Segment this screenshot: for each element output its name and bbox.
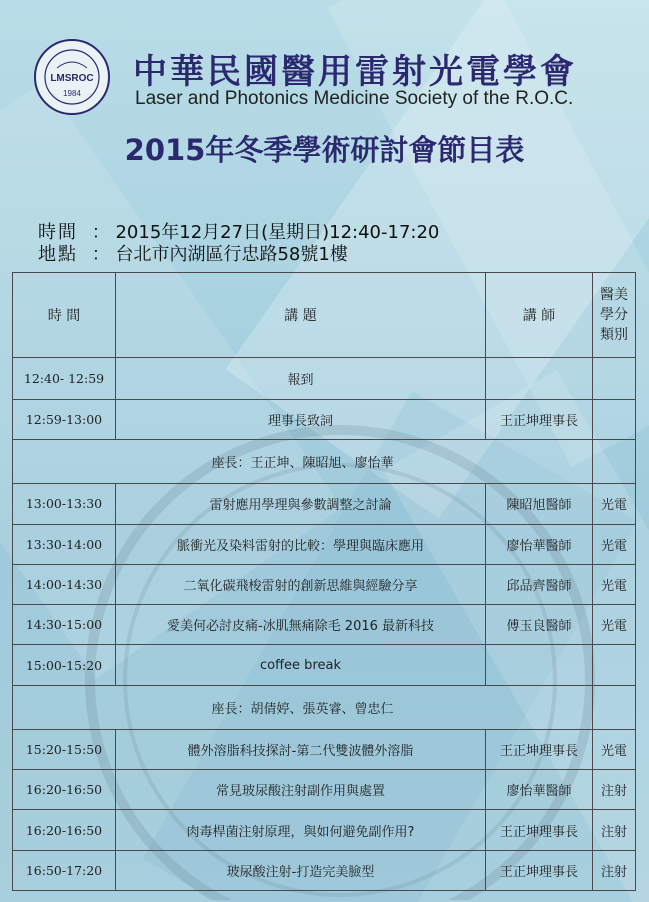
speaker-cell: 王正坤理事長 bbox=[486, 400, 593, 440]
table-header-row bbox=[13, 273, 636, 358]
time-cell: 13:30-14:00 bbox=[13, 524, 116, 564]
table-row bbox=[13, 645, 636, 685]
place-colon: ： bbox=[91, 244, 110, 265]
speaker-cell: 傅玉良醫師 bbox=[486, 605, 593, 645]
topic-cell: coffee break bbox=[116, 645, 486, 685]
info-place bbox=[38, 240, 348, 266]
chair-cell: 座長：胡倩婷、張英睿、曾忠仁 bbox=[13, 685, 593, 729]
category-cell bbox=[593, 358, 636, 400]
schedule-table bbox=[12, 272, 636, 891]
category-cell bbox=[593, 645, 636, 685]
time-label: 時間 bbox=[38, 222, 78, 243]
table-row bbox=[13, 605, 636, 645]
topic-cell: 理事長致詞 bbox=[116, 400, 486, 440]
topic-cell: 體外溶脂科技探討-第二代雙波體外溶脂 bbox=[116, 729, 486, 769]
time-cell: 15:00-15:20 bbox=[13, 645, 116, 685]
category-cell: 光電 bbox=[593, 484, 636, 524]
table-row bbox=[13, 729, 636, 769]
time-cell: 16:20-16:50 bbox=[13, 810, 116, 850]
header-category-text: 醫美學分類別 bbox=[600, 287, 628, 343]
category-cell: 注射 bbox=[593, 810, 636, 850]
topic-cell: 肉毒桿菌注射原理，與如何避免副作用? bbox=[116, 810, 486, 850]
time-cell: 15:20-15:50 bbox=[13, 729, 116, 769]
org-name-en: Laser and Photonics Medicine Society of the R.O.C. bbox=[135, 88, 574, 109]
speaker-cell bbox=[486, 358, 593, 400]
category-cell: 光電 bbox=[593, 729, 636, 769]
header-category bbox=[593, 273, 636, 358]
time-cell: 13:00-13:30 bbox=[13, 484, 116, 524]
time-value: 2015年12月27日(星期日)12:40-17:20 bbox=[115, 222, 440, 243]
logo-year: 1984 bbox=[63, 89, 81, 98]
place-value: 台北市內湖區行忠路58號1樓 bbox=[115, 244, 348, 265]
speaker-cell: 王正坤理事長 bbox=[486, 729, 593, 769]
topic-cell: 玻尿酸注射-打造完美臉型 bbox=[116, 850, 486, 890]
table-row bbox=[13, 400, 636, 440]
category-cell: 注射 bbox=[593, 850, 636, 890]
speaker-cell: 王正坤理事長 bbox=[486, 810, 593, 850]
chair-cell: 座長：王正坤、陳昭旭、廖怡華 bbox=[13, 440, 593, 484]
category-cell bbox=[593, 440, 636, 484]
time-cell: 14:00-14:30 bbox=[13, 564, 116, 604]
table-row bbox=[13, 524, 636, 564]
time-cell: 16:50-17:20 bbox=[13, 850, 116, 890]
place-label: 地點 bbox=[38, 244, 78, 265]
time-cell: 12:40- 12:59 bbox=[13, 358, 116, 400]
topic-cell: 報到 bbox=[116, 358, 486, 400]
time-cell: 16:20-16:50 bbox=[13, 770, 116, 810]
topic-cell: 二氧化碳飛梭雷射的創新思維與經驗分享 bbox=[116, 564, 486, 604]
category-cell: 光電 bbox=[593, 564, 636, 604]
category-cell: 光電 bbox=[593, 524, 636, 564]
category-cell: 光電 bbox=[593, 605, 636, 645]
time-colon: ： bbox=[91, 222, 110, 243]
speaker-cell bbox=[486, 645, 593, 685]
time-cell: 12:59-13:00 bbox=[13, 400, 116, 440]
table-row bbox=[13, 810, 636, 850]
logo-abbr: LMSROC bbox=[50, 73, 94, 84]
category-cell: 注射 bbox=[593, 770, 636, 810]
table-row bbox=[13, 564, 636, 604]
speaker-cell: 陳昭旭醫師 bbox=[486, 484, 593, 524]
topic-cell: 愛美何必討皮痛-冰肌無痛除毛 2016 最新科技 bbox=[116, 605, 486, 645]
table-row bbox=[13, 770, 636, 810]
table-row bbox=[13, 850, 636, 890]
table-row bbox=[13, 358, 636, 400]
header-time: 時 間 bbox=[13, 273, 116, 358]
chair-row bbox=[13, 685, 636, 729]
speaker-cell: 廖怡華醫師 bbox=[486, 524, 593, 564]
header-speaker: 講 師 bbox=[486, 273, 593, 358]
time-cell: 14:30-15:00 bbox=[13, 605, 116, 645]
category-cell bbox=[593, 400, 636, 440]
topic-cell: 雷射應用學理與參數調整之討論 bbox=[116, 484, 486, 524]
org-name-zh: 中華民國醫用雷射光電學會 bbox=[133, 52, 577, 92]
topic-cell: 常見玻尿酸注射副作用與處置 bbox=[116, 770, 486, 810]
speaker-cell: 廖怡華醫師 bbox=[486, 770, 593, 810]
event-title: 2015年冬季學術研討會節目表 bbox=[124, 133, 525, 167]
speaker-cell: 王正坤理事長 bbox=[486, 850, 593, 890]
category-cell bbox=[593, 685, 636, 729]
header-topic: 講 題 bbox=[116, 273, 486, 358]
topic-cell: 脈衝光及染料雷射的比較：學理與臨床應用 bbox=[116, 524, 486, 564]
speaker-cell: 邱品齊醫師 bbox=[486, 564, 593, 604]
chair-row bbox=[13, 440, 636, 484]
society-logo bbox=[33, 38, 111, 116]
table-row bbox=[13, 484, 636, 524]
